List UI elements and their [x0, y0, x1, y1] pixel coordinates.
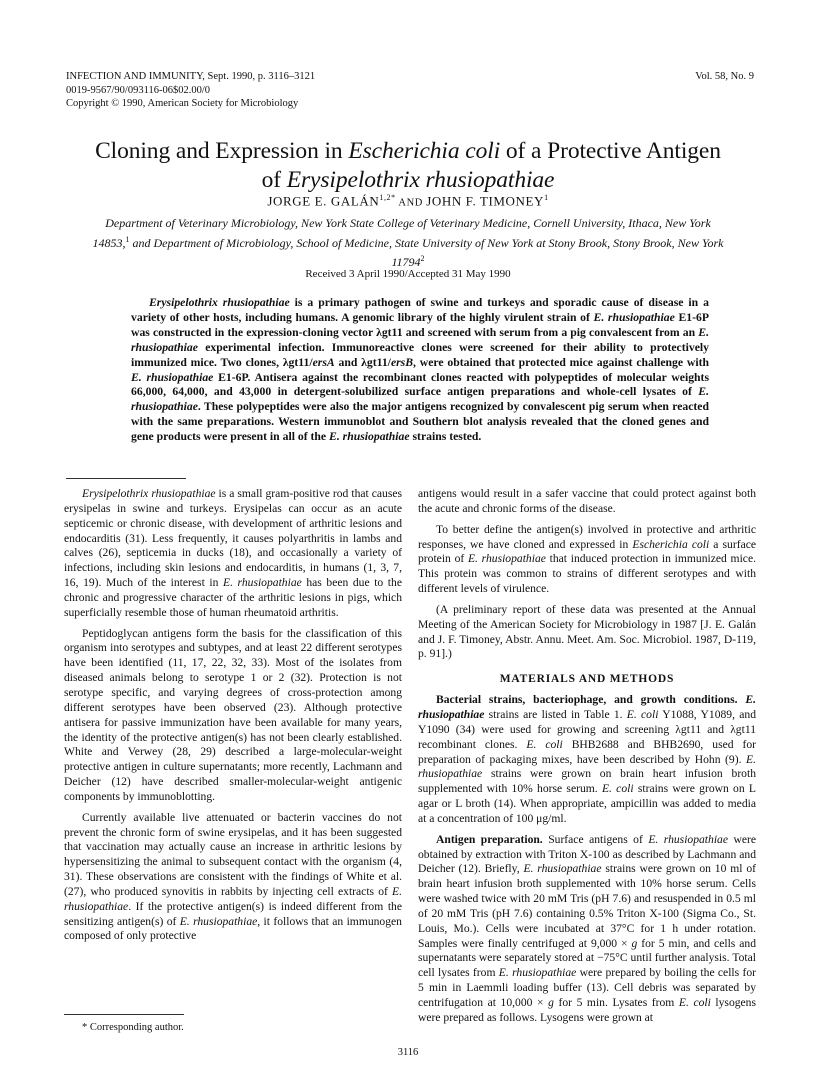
journal-header [66, 70, 315, 111]
abstract-divider [66, 478, 186, 479]
paragraph: Antigen preparation. Surface antigens of E. rhusiopathiae were obtained by extraction with Triton X-100 as described by Lachmann and Deicher (12). Briefly, E. rhusiopathiae strains were grown on 10 ml of brain heart infusion broth supplemented with 10% horse serum. Cells were washed twice with 20 mM Tris (pH 7.6) and resuspended in 0.5 ml of 20 mM Tris (pH 7.6) containing 0.5% Triton X-100 (Sigma Co., St. Louis, Mo.). Cells were incubated at 37°C for 1 h under rotation. Samples were finally centrifuged at 9,000 × g for 5 min, and cells and supernatants were separately stored at −75°C until further analysis. Total cell lysates from E. rhusiopathiae were prepared by boiling the cells for 5 min in Laemmli loading buffer (13). Cell debris was separated by centrifugation at 10,000 × g for 5 min. Lysates from E. coli lysogens were prepared as follows. Lysogens were grown at [418, 832, 756, 1024]
paragraph: Currently available live attenuated or bacterin vaccines do not prevent the chronic form of swine erysipelas, and it has been suggested that vaccination may actually cause an increase in arthritic lesions by hypersensitizing the animal to subsequent contact with the organism (4, 31). These observations are consistent with the findings of White et al. (27), who produced synovitis in rabbits by injecting cell extracts of E. rhusiopathiae. If the protective antigen(s) is indeed different from the sensitizing antigen(s) of E. rhusiopathiae, it follows that an immunogen composed of only protective [64, 810, 402, 943]
volume-issue: Vol. 58, No. 9 [695, 71, 754, 82]
paragraph: Bacterial strains, bacteriophage, and growth conditions. E. rhusiopathiae strains are listed in Table 1. E. coli Y1088, Y1089, and Y1090 (34) were used for growing and screening λgt11 and λgt11 recombinant clones. E. coli BHB2688 and BHB2690, used for preparation of packaging mixes, have been described by Hohn (9). E. rhusiopathiae strains were grown on brain heart infusion broth supplemented with 10% horse serum. E. coli strains were grown on L agar or L broth (14). When appropriate, ampicillin was added to media at a concentration of 100 μg/ml. [418, 693, 757, 825]
body-column-right [418, 487, 756, 1026]
journal-citation: INFECTION AND IMMUNITY, Sept. 1990, p. 3116–3121 [66, 71, 316, 82]
issn-line: 0019-9567/90/093116-06$02.00/0 [66, 84, 210, 96]
author-list: JORGE E. $GALÁN^{1,2*}$ AND JOHN F. TIMONEY$^1$ [267, 193, 549, 209]
subsection-heading: Bacterial strains, bacteriophage, and growth conditions. [436, 693, 738, 707]
copyright-line: Copyright © 1990, American Society for Microbiology [66, 98, 299, 109]
affiliations: Department of Veterinary Microbiology, New York State College of Veterinary Medicine, Cornell University, Ithaca, New York 14853,$^1$ and Department of Microbiology, School of Medicine, State University of New York at Stony Brook, Stony Brook, New York 11794$^2$ [92, 216, 724, 269]
paragraph: To better define the antigen(s) involved in protective and arthritic responses, we have cloned and expressed in Escherichia coli a surface protein of E. rhusiopathiae that induced protection in immunized mice. This protein was common to strains of different serotypes and with different levels of virulence. [418, 522, 757, 596]
author-name: JORGE E. GALÁN [267, 193, 380, 209]
paragraph: antigens would result in a safer vaccine that could protect against both the acute and chronic forms of the disease. [418, 487, 756, 515]
body-column-left [64, 487, 402, 944]
subsection-heading: Antigen preparation. [436, 832, 543, 846]
footnote: * Corresponding author. [82, 1022, 184, 1033]
paragraph: Peptidoglycan antigens form the basis for the classification of this organism into serotypes and subtypes, and at least 22 different serotypes have been identified (11, 17, 22, 32, 33). Most of the isolates from diseased animals belong to serotype 1 or 2 (32). Protection is not serotype specific, and varying degrees of cross-protection among different serotypes have been observed (23). Although protective antisera for passive immunization have been available for many years, the identity of the protective antigen(s) has not been clearly established. White and Verwey (28, 29) described a large-molecular-weight protective antigen in culture supernatants; more recently, Lachmann and Deicher (12) have described smaller-molecular-weight antigenic components by immunoblotting. [64, 626, 402, 803]
section-heading: MATERIALS AND METHODS [499, 673, 675, 686]
article-title: Cloning and Expression in Escherichia coli of a Protective Antigen of Erysipelothrix rhusiopathiae [95, 138, 721, 193]
received-dates: Received 3 April 1990/Accepted 31 May 1990 [305, 268, 511, 280]
abstract: Erysipelothrix rhusiopathiae is a primary pathogen of swine and turkeys and sporadic cause of disease in a variety of other hosts, including humans. A genomic library of the highly virulent strain of E. rhusiopathiae E1-6P was constructed in the expression-cloning vector λgt11 and screened with serum from a pig convalescent from an E. rhusiopathiae experimental infection. Immunoreactive clones were screened for their ability to protectively immunized mice. Two clones, λgt11/ersA and λgt11/ersB, were obtained that protected mice against challenge with E. rhusiopathiae E1-6P. Antisera against the recombinant clones reacted with polypeptides of molecular weights 66,000, 64,000, and 43,000 in detergent-solubilized surface antigen preparations and whole-cell lysates of E. rhusiopathiae. These polypeptides were also the major antigens recognized by convalescent pig serum when reacted with the same preparations. Western immunoblot and Southern blot analysis revealed that the cloned genes and gene products were present in all of the E. rhusiopathiae strains tested. [131, 296, 710, 444]
page-number: 3116 [397, 1047, 419, 1058]
paragraph: (A preliminary report of these data was presented at the Annual Meeting of the American Society for Microbiology in 1987 [J. E. Galán and J. F. Timoney, Abstr. Annu. Meet. Am. Soc. Microbiol. 1987, D-119, p. 91].) [418, 602, 756, 661]
paragraph: Erysipelothrix rhusiopathiae is a small gram-positive rod that causes erysipelas in swine and turkeys. Erysipelas can occur as an acute septicemic or chronic disease, with development of arthritic lesions and endocarditis (31). Less frequently, it causes polyarthritis in lambs and calves (26), septicemia in ducks (18), and occasionally a variety of infections, including skin lesions and endocarditis, in humans (1, 3, 7, 16, 19). Much of the interest in E. rhusiopathiae has been due to the chronic and progressive character of the arthritic lesions in pigs, which superficially resemble those of human rheumatoid arthritis. [64, 487, 402, 619]
footnote-divider [64, 1014, 184, 1015]
author-name: JOHN F. TIMONEY [426, 193, 545, 209]
